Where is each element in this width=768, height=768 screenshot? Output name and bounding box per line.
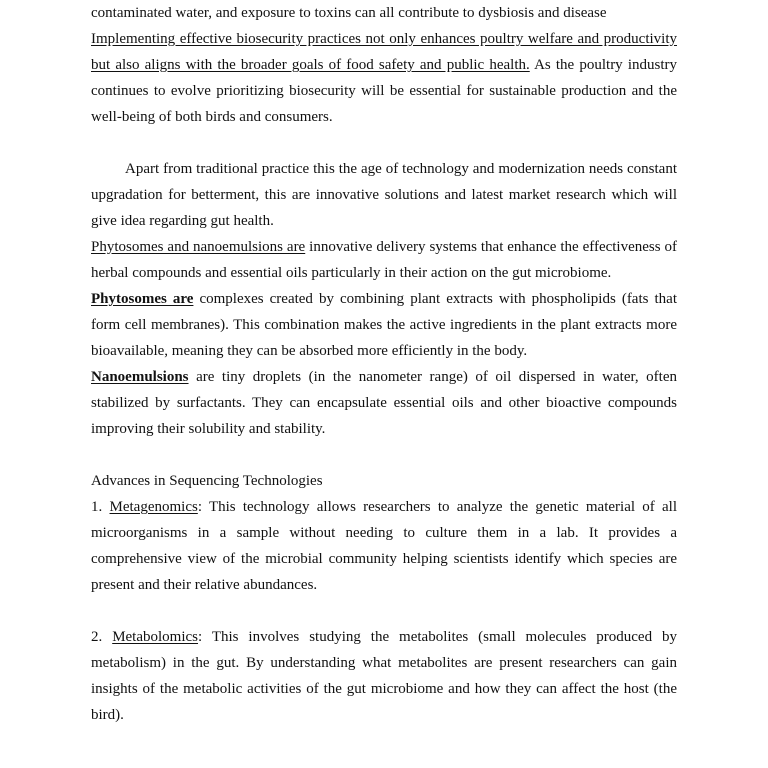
- section-heading: Advances in Sequencing Technologies: [91, 473, 323, 489]
- paragraph-text: : This technology allows researchers to analyze the genetic material of all microorganisms in a sample without needing to culture them in a lab. It provides a comprehensive view of the microbial community helping scientists identify which species are present and their relative abundances.: [91, 499, 677, 593]
- list-number: 2.: [91, 629, 113, 645]
- paragraph-text: innovative delivery systems that enhance the effectiveness of herbal compounds and essential oils particularly in their action on the gut microbiome.: [91, 239, 677, 281]
- term-nanoemulsions: Nanoemulsions: [91, 369, 189, 385]
- term-metagenomics: Metagenomics: [109, 499, 198, 515]
- paragraph-text: As the poultry industry continues to evolve prioritizing biosecurity will be essential for sustainable production and the well-being of both birds and consumers.: [91, 57, 678, 125]
- paragraph-text: are tiny droplets (in the nanometer range) of oil dispersed in water, often stabilized by surfactants. They can encapsulate essential oils and other bioactive compounds improving their solubility and stability.: [91, 369, 677, 437]
- paragraph-delivery-systems: [91, 234, 677, 286]
- paragraph-biosecurity-tail: [91, 0, 677, 130]
- paragraph-text: complexes created by combining plant extracts with phospholipids (fats that form cell membranes). This combination makes the active ingredients in the plant extracts more bioavailable, meaning they can be absorbed more efficiently in the body.: [91, 291, 677, 359]
- paragraph-phytosomes: [91, 286, 677, 364]
- text-line-continuation: contaminated water, and exposure to toxins can all contribute to dysbiosis and disease: [91, 5, 607, 21]
- underlined-phrase: Phytosomes and nanoemulsions are: [91, 239, 306, 255]
- paragraph-spacer: [91, 130, 677, 156]
- paragraph-text: : This involves studying the metabolites (small molecules produced by metabolism) in the gut. By understanding what metabolites are present researchers can gain insights of the metabolic activities of the gut microbiome and how they can affect the host (the bird).: [91, 629, 678, 723]
- list-number: 1.: [91, 499, 110, 515]
- list-item-metabolomics: [91, 624, 677, 728]
- paragraph-technology-intro: [91, 156, 677, 234]
- list-item-metagenomics: [91, 494, 677, 598]
- paragraph-spacer: [91, 442, 677, 468]
- paragraph-spacer: [91, 598, 677, 624]
- term-phytosomes: Phytosomes are: [91, 291, 194, 307]
- document-page: [91, 0, 677, 728]
- underlined-sentence: Implementing effective biosecurity practices not only enhances poultry welfare and productivity but also aligns with the broader goals of food safety and public health.: [91, 31, 677, 73]
- term-metabolomics: Metabolomics: [112, 629, 199, 645]
- paragraph-text: Apart from traditional practice this the age of technology and modernization needs constant upgradation for betterment, this are innovative solutions and latest market research which will give idea regarding gut health.: [91, 161, 677, 229]
- paragraph-nanoemulsions: [91, 364, 677, 442]
